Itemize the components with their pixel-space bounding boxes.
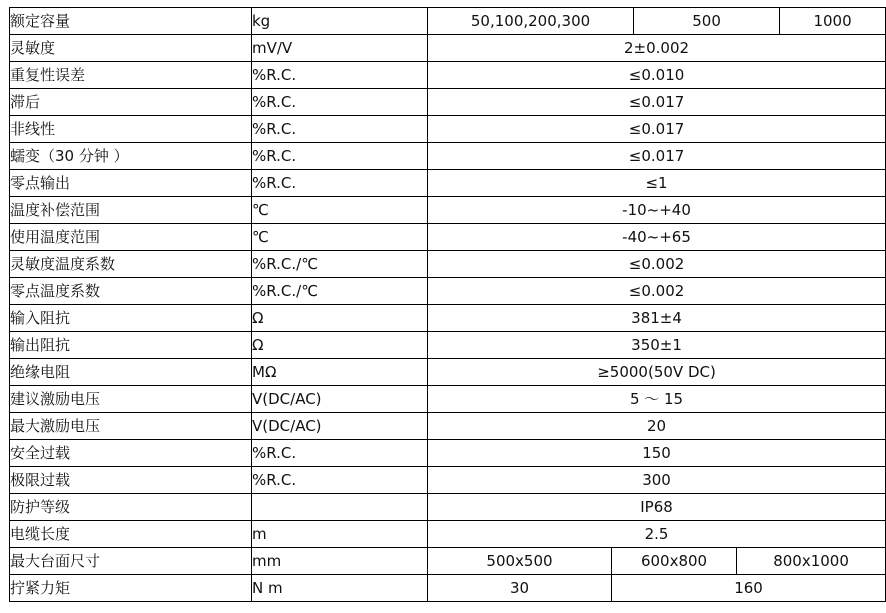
param-cell: 零点温度系数 <box>10 278 252 305</box>
table-row <box>10 197 886 224</box>
param-cell: 最大台面尺寸 <box>10 548 252 575</box>
value-cell: ≤0.002 <box>428 278 886 305</box>
unit-cell: V(DC/AC) <box>252 386 428 413</box>
unit-cell: %R.C. <box>252 467 428 494</box>
value-cell: 800x1000 <box>737 548 886 575</box>
param-cell: 电缆长度 <box>10 521 252 548</box>
value-cell: ≤0.010 <box>428 62 886 89</box>
table-row <box>10 440 886 467</box>
unit-cell: m <box>252 521 428 548</box>
param-cell: 输入阻抗 <box>10 305 252 332</box>
param-cell: 滞后 <box>10 89 252 116</box>
value-cell: 500 <box>634 8 780 35</box>
value-cell: ≤0.017 <box>428 143 886 170</box>
table-row <box>10 332 886 359</box>
param-cell: 灵敏度温度系数 <box>10 251 252 278</box>
unit-cell: %R.C. <box>252 170 428 197</box>
table-row <box>10 116 886 143</box>
table-row <box>10 89 886 116</box>
table-row <box>10 548 886 575</box>
value-cell: 350±1 <box>428 332 886 359</box>
unit-cell: Ω <box>252 332 428 359</box>
param-cell: 建议激励电压 <box>10 386 252 413</box>
value-cell: -10~+40 <box>428 197 886 224</box>
value-cell: 2.5 <box>428 521 886 548</box>
table-row <box>10 467 886 494</box>
value-cell: ≤0.017 <box>428 116 886 143</box>
param-cell: 使用温度范围 <box>10 224 252 251</box>
param-cell: 最大激励电压 <box>10 413 252 440</box>
unit-cell: %R.C./℃ <box>252 251 428 278</box>
unit-cell: V(DC/AC) <box>252 413 428 440</box>
param-cell: 输出阻抗 <box>10 332 252 359</box>
spec-table <box>9 7 886 602</box>
table-row <box>10 143 886 170</box>
value-cell: 30 <box>428 575 612 602</box>
param-cell: 重复性误差 <box>10 62 252 89</box>
value-cell: ≤0.002 <box>428 251 886 278</box>
table-row <box>10 305 886 332</box>
unit-cell: N m <box>252 575 428 602</box>
value-cell: -40~+65 <box>428 224 886 251</box>
table-row <box>10 359 886 386</box>
value-cell: 300 <box>428 467 886 494</box>
value-cell: 381±4 <box>428 305 886 332</box>
param-cell: 零点输出 <box>10 170 252 197</box>
value-cell: 1000 <box>780 8 886 35</box>
table-row <box>10 521 886 548</box>
value-cell: 50,100,200,300 <box>428 8 634 35</box>
param-cell: 非线性 <box>10 116 252 143</box>
unit-cell: %R.C./℃ <box>252 278 428 305</box>
param-cell: 极限过载 <box>10 467 252 494</box>
unit-cell: %R.C. <box>252 116 428 143</box>
param-cell: 蠕变（30 分钟 ） <box>10 143 252 170</box>
table-row <box>10 251 886 278</box>
value-cell: ≤1 <box>428 170 886 197</box>
unit-cell: mV/V <box>252 35 428 62</box>
param-cell: 温度补偿范围 <box>10 197 252 224</box>
unit-cell: ℃ <box>252 224 428 251</box>
value-cell: 5 ～ 15 <box>428 386 886 413</box>
value-cell: ≤0.017 <box>428 89 886 116</box>
unit-cell: MΩ <box>252 359 428 386</box>
table-row <box>10 386 886 413</box>
table-row <box>10 224 886 251</box>
table-row <box>10 575 886 602</box>
unit-cell: %R.C. <box>252 143 428 170</box>
param-cell: 防护等级 <box>10 494 252 521</box>
value-cell: 150 <box>428 440 886 467</box>
value-cell: 20 <box>428 413 886 440</box>
table-row <box>10 413 886 440</box>
unit-cell: ℃ <box>252 197 428 224</box>
table-row <box>10 35 886 62</box>
param-cell: 安全过载 <box>10 440 252 467</box>
param-cell: 拧紧力矩 <box>10 575 252 602</box>
table-row <box>10 8 886 35</box>
unit-cell: kg <box>252 8 428 35</box>
unit-cell <box>252 494 428 521</box>
table-row <box>10 278 886 305</box>
unit-cell: %R.C. <box>252 89 428 116</box>
unit-cell: %R.C. <box>252 62 428 89</box>
table-row <box>10 62 886 89</box>
value-cell: 2±0.002 <box>428 35 886 62</box>
value-cell: IP68 <box>428 494 886 521</box>
unit-cell: %R.C. <box>252 440 428 467</box>
unit-cell: mm <box>252 548 428 575</box>
value-cell: 600x800 <box>612 548 737 575</box>
unit-cell: Ω <box>252 305 428 332</box>
spec-sheet <box>9 7 886 602</box>
param-cell: 绝缘电阻 <box>10 359 252 386</box>
value-cell: 160 <box>612 575 886 602</box>
table-row <box>10 494 886 521</box>
value-cell: 500x500 <box>428 548 612 575</box>
param-cell: 额定容量 <box>10 8 252 35</box>
value-cell: ≥5000(50V DC) <box>428 359 886 386</box>
table-row <box>10 170 886 197</box>
param-cell: 灵敏度 <box>10 35 252 62</box>
